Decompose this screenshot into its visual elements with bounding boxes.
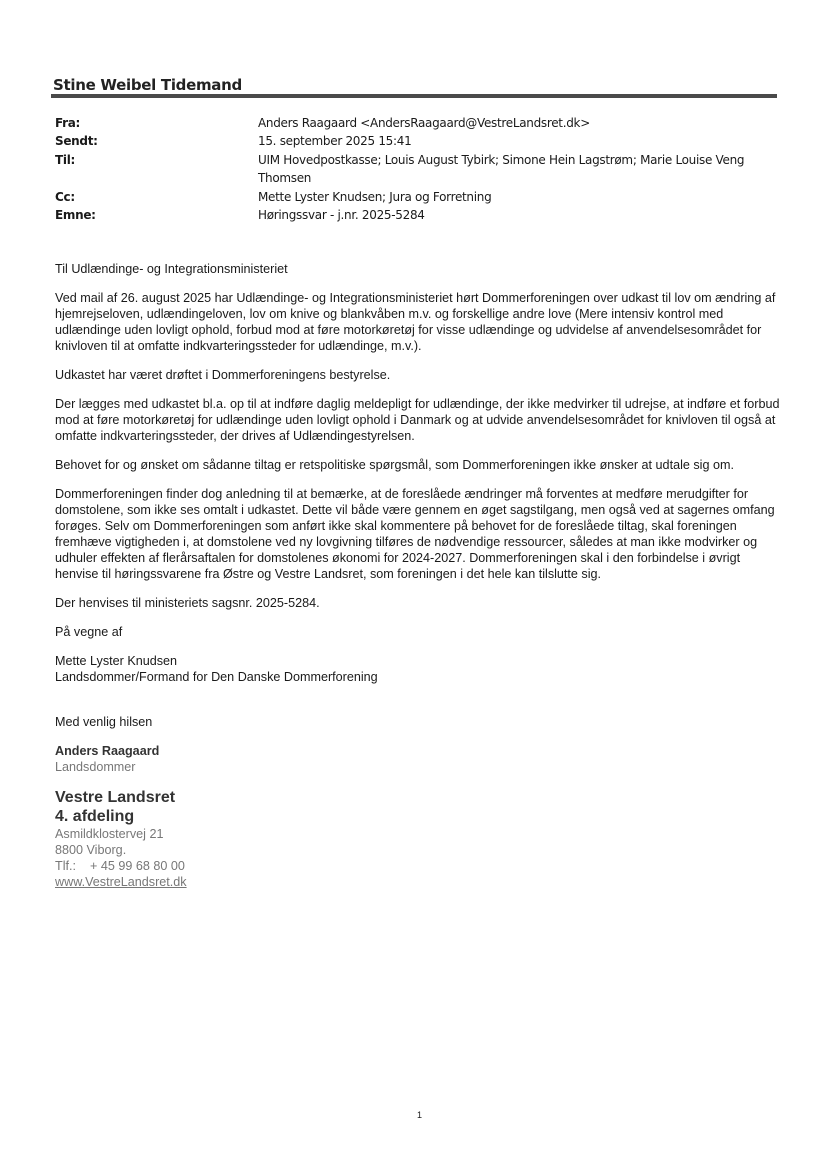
salutation: Til Udlændinge- og Integrationsministeriet (55, 262, 288, 276)
body-paragraph: På vegne af (55, 625, 123, 639)
to-label: Til: (55, 152, 76, 167)
to-row (55, 151, 778, 188)
subject-value: Høringssvar - j.nr. 2025-5284 (258, 208, 425, 223)
signature-website-link[interactable]: www.VestreLandsret.dk (55, 875, 187, 889)
body-paragraph: Behovet for og ønsket om sådanne tiltag er retspolitiske spørgsmål, som Dommerforeningen ikke ønsker at udtale sig om. (55, 458, 734, 472)
sent-label: Sendt: (55, 134, 98, 149)
body-paragraph: Dommerforeningen finder dog anledning til at bemærke, at de foreslåede ændringer må forventes at medføre merudgifter for domstolene, som ikke ses omtalt i udkastet. Dette vil både være gennem en øget sagstilgang, men også ved at sagernes omfang forøges. Selv om Dommerforeningen som anført ikke skal kommentere på behovet for de foreslåede tiltag, skal foreningen fremhæve vigtigheden i, at domstolene ved ny lovgivning tilføres de nødvendige ressourcer, således at man ikke modvirker og udhuler effekten af flerårsaftalen for domstolenes økonomi for 2024-2027. Dommerforeningen skal i den forbindelse i øvrigt henvise til høringssvarene fra Østre og Vestre Landsret, som foreningen i det hele kan tilslutte sig. (55, 487, 775, 581)
cc-label: Cc: (55, 189, 75, 204)
signature-street: Asmildklostervej 21 (55, 827, 164, 841)
signature-role: Landsdommer (55, 760, 136, 774)
email-header (55, 114, 778, 224)
body-paragraph: Ved mail af 26. august 2025 har Udlændinge- og Integrationsministeriet hørt Dommerforeningen over udkast til lov om ændring af hjemrejseloven, udlændingeloven, lov om knive og blankvåben m.v. og forskellige andre love (Mere intensiv kontrol med udlændinge uden lovligt ophold, forbud mod at føre motorkøretøj for visse udlændinge og udvidelse af anvendelsesområdet for knivloven til at omfatte indkvarteringssteder for udlændinge, m.v.). (55, 291, 776, 353)
subject-label: Emne: (55, 208, 96, 223)
sent-row (55, 132, 778, 150)
signature-department: 4. afdeling (55, 808, 135, 825)
signature-court: Vestre Landsret (55, 789, 176, 806)
from-value: Anders Raagaard <AndersRaagaard@VestreLandsret.dk> (258, 116, 590, 130)
to-value: UIM Hovedpostkasse; Louis August Tybirk; Simone Hein Lagstrøm; Marie Louise Veng Thomsen (258, 152, 745, 186)
subject-row (55, 206, 778, 224)
title-divider (51, 94, 777, 98)
email-signature (55, 743, 785, 890)
mailbox-owner-title: Stine Weibel Tidemand (53, 76, 242, 94)
cc-value: Mette Lyster Knudsen; Jura og Forretning (258, 189, 492, 204)
body-paragraph: Der henvises til ministeriets sagsnr. 2025-5284. (55, 596, 320, 610)
page-number: 1 (417, 1110, 423, 1120)
body-paragraph: Der lægges med udkastet bl.a. op til at indføre daglig meldepligt for udlændinge, der ikke medvirker til udrejse, at indføre et forbud mod at føre motorkøretøj for udlændinge uden lovligt ophold i Danmark og at udvide anvendelsesområdet for knivloven til også at omfatte indkvarteringssteder, der drives af Udlændingestyrelsen. (55, 397, 780, 443)
signature-city: 8800 Viborg. (55, 843, 127, 857)
body-paragraph: Udkastet har været drøftet i Dommerforeningens bestyrelse. (55, 368, 391, 382)
signer-name: Mette Lyster Knudsen (55, 654, 178, 668)
cc-row (55, 188, 778, 206)
email-body (55, 261, 785, 890)
signer-block (55, 653, 785, 685)
signature-phone: Tlf.: + 45 99 68 80 00 (55, 859, 185, 873)
signer-title: Landsdommer/Formand for Den Danske Dommerforening (55, 670, 378, 684)
closing: Med venlig hilsen (55, 715, 153, 729)
from-label: Fra: (55, 116, 81, 130)
signature-name: Anders Raagaard (55, 744, 160, 758)
sent-value: 15. september 2025 15:41 (258, 134, 412, 149)
from-row (55, 114, 778, 132)
